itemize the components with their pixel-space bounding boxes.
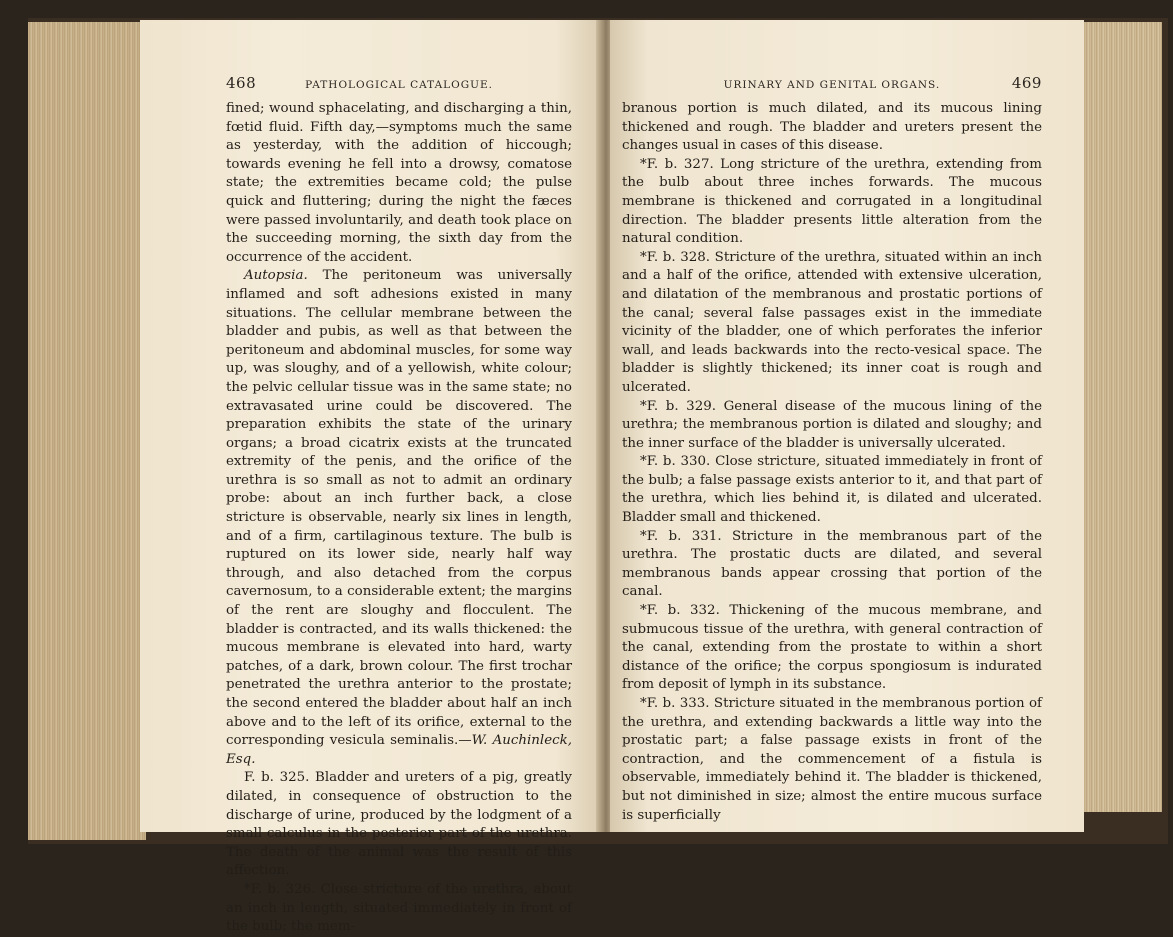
paragraph [226,267,572,769]
paragraph: *F. b. 332. Thickening of the mucous membrane, and submucous tissue of the urethra, with general contraction of the canal, extending from the prostate to within a short distance of the orifice; the corpus spongiosum is indurated from deposit of lymph in its substance. [622,603,1042,693]
left-page-number: 468 [226,74,257,92]
page-edges-left [28,22,146,840]
paragraph-body: The peritoneum was universally inflamed and soft adhesions existed in many situations. The cellular membrane between the bladder and pubis, as well as that between the peritoneum and abdominal muscles, for some way up, was sloughy, and of a yellowish, white colour; the pelvic cellular tissue was in the same state; no extravasated urine could be discovered. The preparation exhibits the state of the urinary organs; a broad cicatrix exists at the truncated extremity of the penis, and the orifice of the urethra is so small as not to admit an ordinary probe: about an inch further back, a close stricture is observable, nearly six lines in length, and of a firm, cartilaginous texture. The bulb is ruptured on its lower side, nearly half way through, and also detached from the corpus cavernosum, to a considerable extent; the margins of the rent are sloughy and flocculent. The bladder is contracted, and its walls thickened: the mucous membrane is elevated into hard, warty patches, of a dark, brown colour. The first trochar penetrated the urethra anterior to the prostate; the second entered the bladder about half an inch above and to the left of its orifice, external to the corresponding vesicula seminalis.— [226,268,572,749]
paragraph: *F. b. 327. Long stricture of the urethra, extending from the bulb about three inches forwards. The mucous membrane is thickened and corrugated in a longitudinal direction. The bladder presents little alteration from the natural condition. [622,156,1042,247]
left-running-head [226,74,572,92]
right-running-head [622,74,1042,92]
paragraph: *F. b. 331. Stricture in the membranous part of the urethra. The prostatic ducts are dilated, and several membranous bands appear crossing that portion of the canal. [622,528,1042,600]
left-running-title: PATHOLOGICAL CATALOGUE. [305,79,493,91]
paragraph: *F. b. 328. Stricture of the urethra, situated within an inch and a half of the orifice, attended with extensive ulceration, and dilatation of the membranous and prostatic portions of the canal; several false passages exist in the immediate vicinity of the bladder, one of which perforates the inferior wall, and leads backwards into the recto-vesical space. The bladder is slightly thickened; its inner coat is rough and ulcerated. [622,249,1042,395]
paragraph: F. b. 325. Bladder and ureters of a pig, greatly dilated, in consequence of obstruction to the discharge of urine, produced by the lodgment of a small calculus in the posterior part of the urethra. The death of the animal was the result of this affection. [226,770,572,879]
paragraph: branous portion is much dilated, and its mucous lining thickened and rough. The bladder and ureters present the changes usual in cases of this disease. [622,101,1042,154]
paragraph-attribution: W. Auchinleck, Esq. [226,733,573,767]
paragraph-lead: Autopsia. [244,268,308,284]
right-body-text [622,100,1042,825]
paragraph: *F. b. 329. General disease of the mucous lining of the urethra; the membranous portion is dilated and sloughy; and the inner surface of the bladder is universally ulcerated. [622,398,1042,451]
paragraph: *F. b. 326. Close stricture of the urethra, about an inch in length, situated immediately in front of the bulb; the mem- [226,881,572,935]
right-page [610,20,1084,832]
right-running-title: URINARY AND GENITAL ORGANS. [723,79,941,91]
right-page-number: 469 [1011,74,1042,92]
paragraph: *F. b. 330. Close stricture, situated immediately in front of the bulb; a false passage exists anterior to it, and that part of the urethra, which lies behind it, is dilated and ulcerated. Bladder small and thickened. [622,454,1042,526]
paragraph: fined; wound sphacelating, and discharging a thin, fœtid fluid. Fifth day,—symptoms much the same as yesterday, with the addition of hiccough; towards evening he fell into a drowsy, comatose state; the extremities became cold; the pulse quick and fluttering; during the night the fæces were passed involuntarily, and death took place on the succeeding morning, the sixth day from the occurrence of the accident. [226,101,572,265]
left-body-text [226,100,572,937]
page-edges-right [1080,22,1162,812]
paragraph: *F. b. 333. Stricture situated in the membranous portion of the urethra, and extending backwards a little way into the prostatic part; a false passage exists in front of the contraction, and the commencement of a fistula is observable, immediately behind it. The bladder is thickened, but not diminished in size; almost the entire mucous surface is superficially [622,696,1042,823]
left-page [140,20,602,935]
